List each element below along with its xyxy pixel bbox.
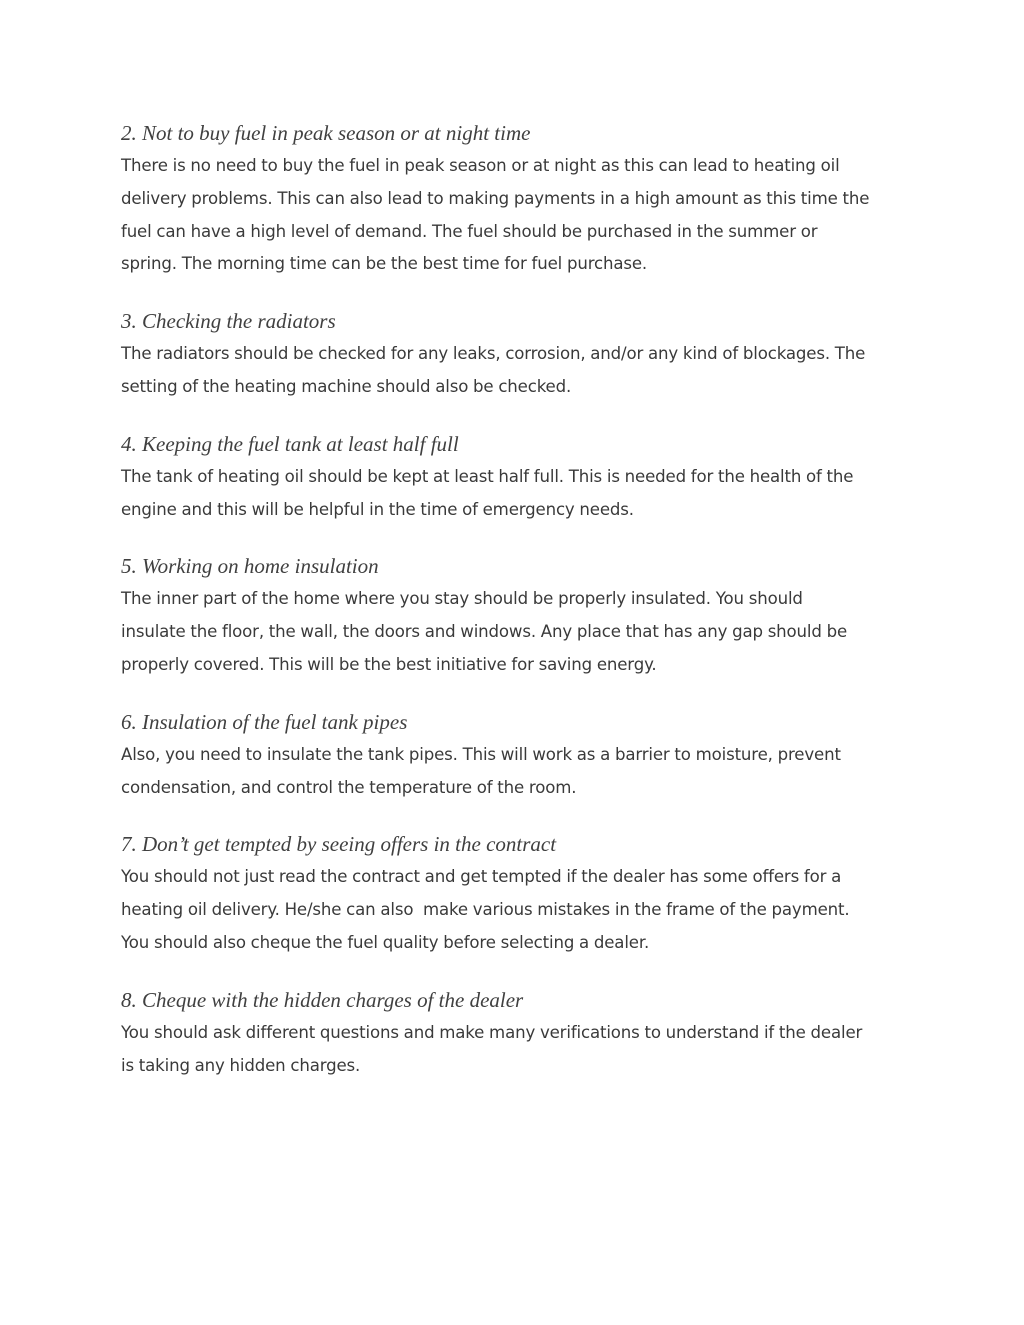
- paragraph-line: engine and this will be helpful in the time of emergency needs.: [121, 499, 634, 519]
- section-paragraph: [121, 861, 903, 959]
- section-4: [121, 427, 903, 527]
- section-heading: 3. Checking the radiators: [121, 309, 336, 334]
- section-heading: 5. Working on home insulation: [121, 554, 379, 579]
- section-paragraph: [121, 338, 903, 404]
- section-2: [121, 116, 903, 281]
- paragraph-line: properly covered. This will be the best initiative for saving energy.: [121, 654, 657, 674]
- section-heading: 7. Don’t get tempted by seeing offers in the contract: [121, 832, 557, 857]
- paragraph-line: The inner part of the home where you stay should be properly insulated. You should: [121, 589, 803, 609]
- document-page: [121, 116, 903, 1105]
- section-8: [121, 983, 903, 1083]
- section-paragraph: [121, 461, 903, 527]
- paragraph-line: You should also cheque the fuel quality before selecting a dealer.: [121, 932, 650, 952]
- paragraph-line: You should ask different questions and make many verifications to understand if the dealer: [121, 1022, 863, 1042]
- section-heading: 2. Not to buy fuel in peak season or at night time: [121, 121, 531, 145]
- section-paragraph: [121, 583, 903, 681]
- section-6: [121, 705, 903, 805]
- paragraph-line: is taking any hidden charges.: [121, 1055, 361, 1075]
- section-5: [121, 549, 903, 681]
- paragraph-line: heating oil delivery. He/she can also make various mistakes in the frame of the payment.: [121, 900, 850, 920]
- paragraph-line: delivery problems. This can also lead to making payments in a high amount as this time the: [121, 188, 870, 208]
- paragraph-line: Also, you need to insulate the tank pipes. This will work as a barrier to moisture, prevent: [121, 744, 841, 764]
- section-heading: 4. Keeping the fuel tank at least half full: [121, 431, 459, 456]
- section-7: [121, 827, 903, 959]
- paragraph-line: The tank of heating oil should be kept at least half full. This is needed for the health of the: [121, 466, 854, 486]
- section-paragraph: [121, 739, 903, 805]
- paragraph-line: fuel can have a high level of demand. The fuel should be purchased in the summer or: [121, 221, 818, 241]
- section-paragraph: [121, 1017, 903, 1083]
- section-3: [121, 304, 903, 404]
- paragraph-line: insulate the floor, the wall, the doors and windows. Any place that has any gap should be: [121, 622, 848, 642]
- paragraph-line: You should not just read the contract and get tempted if the dealer has some offers for a: [121, 867, 842, 887]
- section-paragraph: [121, 150, 903, 281]
- paragraph-line: There is no need to buy the fuel in peak season or at night as this can lead to heating oil: [121, 156, 840, 175]
- section-heading: 8. Cheque with the hidden charges of the dealer: [121, 987, 524, 1012]
- paragraph-line: spring. The morning time can be the best time for fuel purchase.: [121, 254, 648, 274]
- paragraph-line: condensation, and control the temperature of the room.: [121, 777, 577, 797]
- paragraph-line: setting of the heating machine should also be checked.: [121, 376, 572, 396]
- paragraph-line: The radiators should be checked for any leaks, corrosion, and/or any kind of blockages. The: [121, 344, 866, 364]
- section-heading: 6. Insulation of the fuel tank pipes: [121, 709, 408, 734]
